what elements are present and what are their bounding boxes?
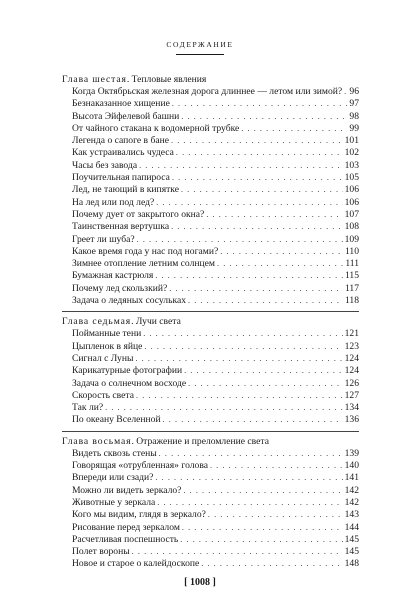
entry-page-number: 143 (344, 509, 359, 521)
entry-title: Греет ли шуба? (72, 233, 135, 245)
entry-title: Карикатурные фотографии (72, 365, 183, 377)
dot-leader (171, 135, 343, 147)
entry-page-number: 96 (349, 86, 359, 97)
entry-page-number: 124 (344, 352, 359, 364)
toc-entry (62, 402, 359, 414)
toc-entry (62, 197, 359, 209)
toc-entry (62, 184, 359, 196)
entry-title: Когда Октябрьская железная дорога длиннее — летом или зимой? (72, 86, 343, 97)
dot-leader (210, 460, 343, 472)
entry-page-number: 106 (344, 196, 359, 208)
toc-entry (62, 283, 359, 295)
toc-entry (62, 522, 359, 534)
dot-leader (188, 378, 342, 390)
entry-page-number: 145 (344, 533, 359, 545)
entry-title: Задача о ледяных сосульках (72, 295, 187, 307)
toc-entry (62, 295, 359, 307)
dot-leader (105, 402, 342, 414)
entry-title: Новое и старое о калейдоскопе (72, 558, 200, 570)
toc-entry (62, 558, 359, 570)
chapter-prefix: Глава шестая (62, 74, 127, 85)
header-rule (176, 54, 224, 55)
chapter-name: Лучи света (135, 316, 181, 328)
chapter-separator: . (126, 74, 132, 85)
toc-entry (62, 378, 359, 390)
entry-page-number: 105 (344, 172, 359, 184)
dot-leader (155, 270, 343, 282)
entry-title: Видеть сквозь стены (72, 447, 157, 459)
dot-leader (159, 448, 343, 460)
entry-page-number: 110 (344, 245, 359, 257)
toc-entry (62, 221, 359, 233)
dot-leader (132, 546, 343, 558)
chapter-name: Тепловые явления (131, 74, 207, 85)
toc-entry (62, 209, 359, 221)
dot-leader (344, 86, 347, 98)
toc-entry (62, 460, 359, 472)
toc-entry (62, 534, 359, 546)
entry-page-number: 127 (344, 389, 359, 401)
entry-title: Почему дует от закрытого окна? (72, 208, 205, 220)
chapter-separator: . (131, 316, 136, 328)
dot-leader (172, 172, 343, 184)
entry-page-number: 126 (344, 377, 359, 389)
page-number: [ 1008 ] (184, 577, 216, 588)
dot-leader (135, 353, 342, 365)
entry-page-number: 106 (344, 184, 359, 196)
entry-page-number: 124 (344, 365, 359, 377)
entry-page-number: 148 (344, 558, 359, 570)
entry-title: На лед или под лед? (72, 196, 155, 208)
chapter-prefix: Глава седьмая (62, 316, 132, 328)
entry-title: Животные у зеркала (72, 496, 156, 508)
chapter-divider (62, 431, 359, 432)
dot-leader (136, 390, 343, 402)
dot-leader (171, 221, 343, 233)
entry-title: По океану Вселенной (72, 414, 161, 426)
entry-page-number: 142 (344, 496, 359, 508)
entry-page-number: 111 (345, 258, 359, 270)
entry-page-number: 144 (344, 521, 359, 533)
toc-entry (62, 234, 359, 246)
dot-leader (201, 558, 342, 570)
entry-page-number: 134 (344, 402, 359, 414)
entry-title: Лед, не тающий в кипятке (72, 184, 179, 196)
dot-leader (182, 522, 343, 534)
entry-page-number: 102 (344, 147, 359, 159)
entry-page-number: 121 (344, 328, 359, 340)
entry-page-number: 98 (349, 110, 359, 122)
dot-leader (180, 534, 342, 546)
entry-title: Пойманные тени (72, 328, 142, 340)
toc-entry (62, 546, 359, 558)
dot-leader (163, 414, 343, 426)
entry-title: Цыпленок в яйце (72, 340, 143, 352)
chapter-heading (62, 315, 359, 328)
toc-entry (62, 448, 359, 460)
dot-leader (241, 123, 347, 135)
dot-leader (206, 209, 342, 221)
entry-page-number: 109 (344, 233, 359, 245)
entry-title: От чайного стакана к водомерной трубке (72, 122, 240, 134)
entry-title: Кого мы видим, глядя в зеркало? (72, 509, 206, 521)
dot-leader (220, 246, 343, 258)
dot-leader (144, 341, 342, 353)
toc-entry (62, 365, 359, 377)
entry-title: Так ли? (72, 402, 104, 414)
entry-page-number: 141 (344, 472, 359, 484)
entry-page-number: 103 (344, 159, 359, 171)
dot-leader (208, 509, 343, 521)
toc-entry (62, 172, 359, 184)
entry-page-number: 108 (344, 221, 359, 233)
dot-leader (172, 98, 348, 110)
dot-leader (169, 283, 343, 295)
entry-page-number: 136 (344, 414, 359, 426)
entry-title: Сигнал с Луны (72, 352, 134, 364)
entry-page-number: 118 (344, 295, 359, 307)
toc-entry (62, 123, 359, 135)
entry-title: Как устраивались чудеса (72, 147, 174, 159)
chapter-heading (62, 435, 359, 448)
dot-leader (155, 472, 342, 484)
toc-entry (62, 160, 359, 172)
entry-title: Можно ли видеть зеркало? (72, 484, 182, 496)
dot-leader (137, 234, 343, 246)
dot-leader (181, 111, 347, 123)
entry-title: Впереди или сзади? (72, 472, 154, 484)
toc-entry (62, 341, 359, 353)
chapter-separator: . (131, 435, 137, 447)
dot-leader (143, 328, 342, 340)
entry-page-number: 117 (344, 282, 359, 294)
chapter-divider (62, 311, 359, 312)
entry-title: Зимнее отопление летним солнцем (72, 258, 215, 270)
entry-title: Таинственная вертушка (72, 221, 170, 233)
entry-title: Рисование перед зеркалом (72, 521, 180, 533)
entry-page-number: 97 (349, 98, 359, 110)
entry-page-number: 101 (344, 135, 359, 147)
dot-leader (183, 485, 342, 497)
table-of-contents (62, 73, 359, 571)
toc-entry (62, 86, 359, 98)
entry-page-number: 139 (344, 447, 359, 459)
toc-entry (62, 147, 359, 159)
dot-leader (188, 295, 343, 307)
toc-entry (62, 328, 359, 340)
toc-entry (62, 497, 359, 509)
entry-page-number: 145 (344, 546, 359, 558)
toc-entry (62, 509, 359, 521)
entry-page-number: 123 (344, 340, 359, 352)
entry-page-number: 140 (344, 460, 359, 472)
page-header: СОДЕРЖАНИЕ (166, 40, 234, 49)
dot-leader (217, 258, 343, 270)
entry-title: Расчетливая поспешность (72, 533, 179, 545)
toc-entry (62, 111, 359, 123)
toc-entry (62, 414, 359, 426)
entry-title: Почему лед скользкий? (72, 282, 168, 294)
entry-page-number: 107 (344, 208, 359, 220)
dot-leader (181, 184, 343, 196)
toc-entry (62, 246, 359, 258)
entry-title: Бумажная кастрюля (72, 270, 154, 282)
entry-title: Высота Эйфелевой башни (72, 110, 180, 122)
entry-title: Безнаказанное хищение (72, 98, 170, 110)
toc-entry (62, 353, 359, 365)
toc-entry (62, 135, 359, 147)
toc-entry (62, 98, 359, 110)
chapter-name: Отражение и преломление света (136, 435, 269, 447)
toc-entry (62, 485, 359, 497)
entry-title: Поучительная папироса (72, 172, 170, 184)
dot-leader (139, 160, 343, 172)
dot-leader (184, 365, 343, 377)
entry-page-number: 142 (344, 484, 359, 496)
toc-entry (62, 258, 359, 270)
entry-title: Легенда о сапоге в бане (72, 135, 169, 147)
chapter-prefix: Глава восьмая (62, 435, 132, 447)
entry-title: Какое время года у нас под ногами? (72, 245, 219, 257)
entry-title: Задача о солнечном восходе (72, 377, 187, 389)
entry-page-number: 115 (344, 270, 359, 282)
toc-entry (62, 390, 359, 402)
toc-entry (62, 472, 359, 484)
entry-title: Говорящая «отрубленная» голова (72, 460, 208, 472)
entry-title: Часы без завода (72, 159, 138, 171)
entry-title: Скорость света (72, 389, 134, 401)
dot-leader (157, 497, 342, 509)
chapter-heading (62, 73, 359, 86)
dot-leader (176, 147, 343, 159)
entry-title: Полет вороны (72, 546, 130, 558)
entry-page-number: 99 (349, 122, 359, 134)
dot-leader (156, 197, 342, 209)
toc-entry (62, 270, 359, 282)
